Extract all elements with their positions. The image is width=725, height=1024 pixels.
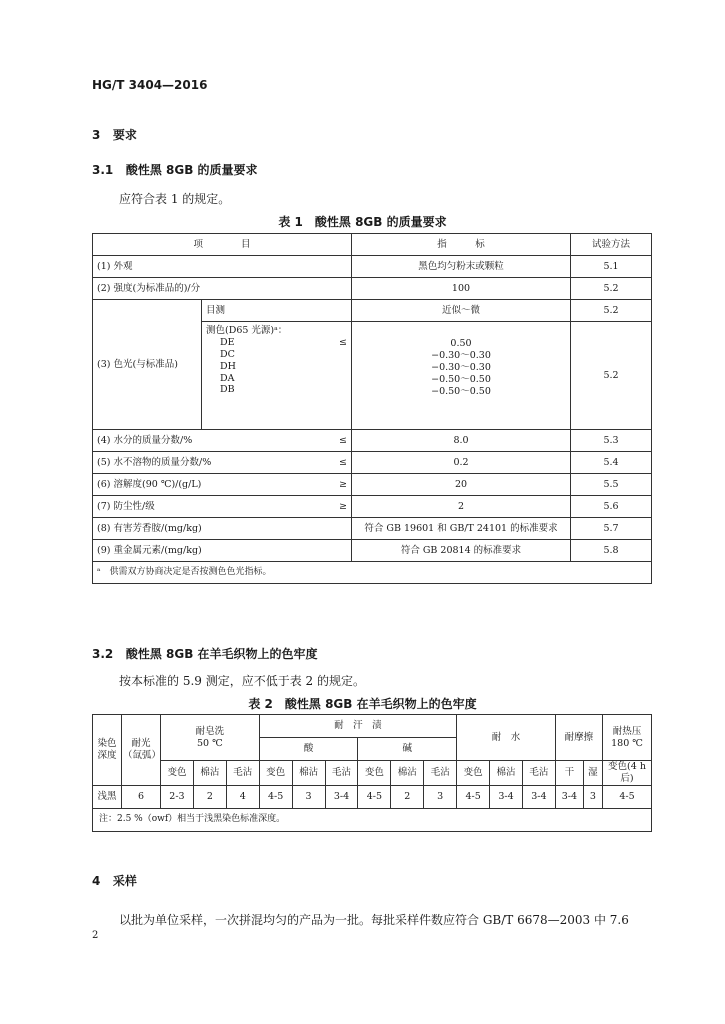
value-acid-change: 4-5: [259, 785, 292, 808]
section-3-1-heading: [92, 161, 258, 178]
sub-wool: 毛沾: [226, 761, 259, 786]
shade-visual-method: 5.2: [571, 300, 652, 322]
row-value: 20: [352, 474, 571, 496]
param-db-value: −0.50～0.50: [431, 385, 491, 397]
table-row: [93, 518, 652, 540]
value-water-wool: 3-4: [522, 785, 555, 808]
param-de-value: 0.50: [450, 338, 472, 349]
sub-cotton: 棉沾: [193, 761, 226, 786]
value-alkali-cotton: 2: [391, 785, 424, 808]
row-value: 100: [352, 278, 571, 300]
value-rub-dry: 3-4: [555, 785, 583, 808]
sub-wool: 毛沾: [325, 761, 358, 786]
page-number: 2: [92, 930, 99, 941]
param-de-sym: ≤: [339, 336, 347, 348]
header-light: 耐光（氙弧）: [122, 715, 161, 786]
row-method: 5.6: [571, 496, 652, 518]
table-row: [93, 278, 652, 300]
sub-change: 变色: [161, 761, 194, 786]
param-da-value: −0.50～0.50: [431, 373, 491, 385]
shade-measure-label: 测色(D65 光源)ᵃ：: [206, 325, 288, 336]
table-header-row: [93, 234, 652, 256]
section-3-2-heading: [92, 645, 318, 662]
table-note-row: [93, 808, 652, 831]
sub-dry: 干: [555, 761, 583, 786]
sub-wet: 湿: [583, 761, 602, 786]
header-acid: 酸: [259, 738, 358, 761]
table-row: [93, 452, 652, 474]
value-heat: 4-5: [603, 785, 652, 808]
sub-change: 变色: [259, 761, 292, 786]
section-3-2-text: 按本标准的 5.9 测定，应不低于表 2 的规定。: [119, 674, 365, 688]
sub-heat-change: 变色(4 h 后): [603, 761, 652, 786]
table-header-row-3: [93, 761, 652, 786]
header-method: 试验方法: [571, 234, 652, 256]
row-item: (9) 重金属元素/(mg/kg): [93, 540, 352, 562]
value-water-change: 4-5: [457, 785, 490, 808]
section-number: 3.2: [92, 647, 114, 661]
row-depth: 浅黑: [93, 785, 122, 808]
table-1-footnote: ᵃ 供需双方协商决定是否按测色色光指标。: [93, 562, 652, 584]
section-4-text: 以批为单位采样，一次拼混均匀的产品为一批。每批采样件数应符合 GB/T 6678—2003 中 7.6: [119, 913, 629, 927]
value-water-cotton: 3-4: [490, 785, 523, 808]
shade-visual-value: 近似～微: [352, 300, 571, 322]
sub-cotton: 棉沾: [391, 761, 424, 786]
table-2: [92, 714, 652, 832]
row-value: 符合 GB 20814 的标准要求: [352, 540, 571, 562]
table-1: [92, 233, 652, 584]
value-wash-change: 2-3: [161, 785, 194, 808]
shade-measure-method: 5.2: [571, 322, 652, 430]
table-row-shade-visual: [93, 300, 652, 322]
value-wash-cotton: 2: [193, 785, 226, 808]
sub-change: 变色: [457, 761, 490, 786]
header-sweat: 耐 汗 渍: [259, 715, 456, 738]
sub-cotton: 棉沾: [490, 761, 523, 786]
row-method: 5.4: [571, 452, 652, 474]
row-value: 黑色均匀粉末或颗粒: [352, 256, 571, 278]
value-light: 6: [122, 785, 161, 808]
table-2-note: 注：2.5 %（owf）相当于浅黑染色标准深度。: [93, 808, 652, 831]
section-title: 酸性黑 8GB 的质量要求: [125, 163, 258, 177]
section-number: 3: [92, 128, 101, 142]
value-alkali-wool: 3: [424, 785, 457, 808]
row-item: (6) 溶解度(90 ℃)/(g/L) ≥: [93, 474, 352, 496]
value-acid-wool: 3-4: [325, 785, 358, 808]
param-de: DE: [220, 336, 235, 348]
sub-cotton: 棉沾: [292, 761, 325, 786]
row-value: 8.0: [352, 430, 571, 452]
shade-visual-label: 目测: [202, 300, 352, 322]
row-method: 5.1: [571, 256, 652, 278]
table-footnote-row: [93, 562, 652, 584]
header-wash: 耐皂洗 50 ℃: [161, 715, 260, 761]
shade-measure-values: [352, 322, 571, 430]
table-row: [93, 496, 652, 518]
row-item: (8) 有害芳香胺/(mg/kg): [93, 518, 352, 540]
section-3-1-text: 应符合表 1 的规定。: [119, 192, 231, 206]
document-code: HG/T 3404—2016: [92, 78, 208, 92]
row-method: 5.2: [571, 278, 652, 300]
row-item-shade: (3) 色光(与标准品): [93, 300, 202, 430]
section-4-heading: [92, 872, 137, 889]
param-dc: DC: [220, 348, 235, 360]
section-title: 酸性黑 8GB 在羊毛织物上的色牢度: [125, 647, 318, 661]
header-index: 指 标: [352, 234, 571, 256]
section-3-heading: [92, 126, 137, 143]
row-method: 5.3: [571, 430, 652, 452]
header-depth: 染色深度: [93, 715, 122, 786]
section-number: 3.1: [92, 163, 114, 177]
value-rub-wet: 3: [583, 785, 602, 808]
header-rub: 耐摩擦: [555, 715, 602, 761]
header-alkali: 碱: [358, 738, 457, 761]
row-item: (1) 外观: [93, 256, 352, 278]
param-db: DB: [220, 384, 235, 396]
row-method: 5.8: [571, 540, 652, 562]
section-title: 采样: [112, 874, 137, 888]
value-alkali-change: 4-5: [358, 785, 391, 808]
value-acid-cotton: 3: [292, 785, 325, 808]
row-value: 2: [352, 496, 571, 518]
table-row: [93, 474, 652, 496]
param-dh: DH: [220, 360, 236, 372]
header-water: 耐 水: [457, 715, 556, 761]
shade-measure-cell: [202, 322, 352, 430]
table-row: [93, 256, 652, 278]
row-item: (2) 强度(为标准品的)/分: [93, 278, 352, 300]
table-row: [93, 785, 652, 808]
row-item: (5) 水不溶物的质量分数/% ≤: [93, 452, 352, 474]
header-item: 项 目: [93, 234, 352, 256]
param-dh-value: −0.30～0.30: [431, 361, 491, 373]
section-number: 4: [92, 874, 101, 888]
value-wash-wool: 4: [226, 785, 259, 808]
table-1-caption: 表 1 酸性黑 8GB 的质量要求: [278, 215, 447, 229]
row-value: 0.2: [352, 452, 571, 474]
sub-change: 变色: [358, 761, 391, 786]
row-method: 5.5: [571, 474, 652, 496]
table-2-caption: 表 2 酸性黑 8GB 在羊毛织物上的色牢度: [248, 697, 477, 711]
section-title: 要求: [112, 128, 137, 142]
row-value: 符合 GB 19601 和 GB/T 24101 的标准要求: [352, 518, 571, 540]
sub-wool: 毛沾: [424, 761, 457, 786]
table-row: [93, 430, 652, 452]
header-heat: 耐热压 180 ℃: [603, 715, 652, 761]
table-row: [93, 540, 652, 562]
row-item: (4) 水分的质量分数/% ≤: [93, 430, 352, 452]
row-item: (7) 防尘性/级 ≥: [93, 496, 352, 518]
param-da: DA: [220, 372, 235, 384]
sub-wool: 毛沾: [522, 761, 555, 786]
table-header-row-1: [93, 715, 652, 738]
row-method: 5.7: [571, 518, 652, 540]
param-dc-value: −0.30～0.30: [431, 349, 491, 361]
